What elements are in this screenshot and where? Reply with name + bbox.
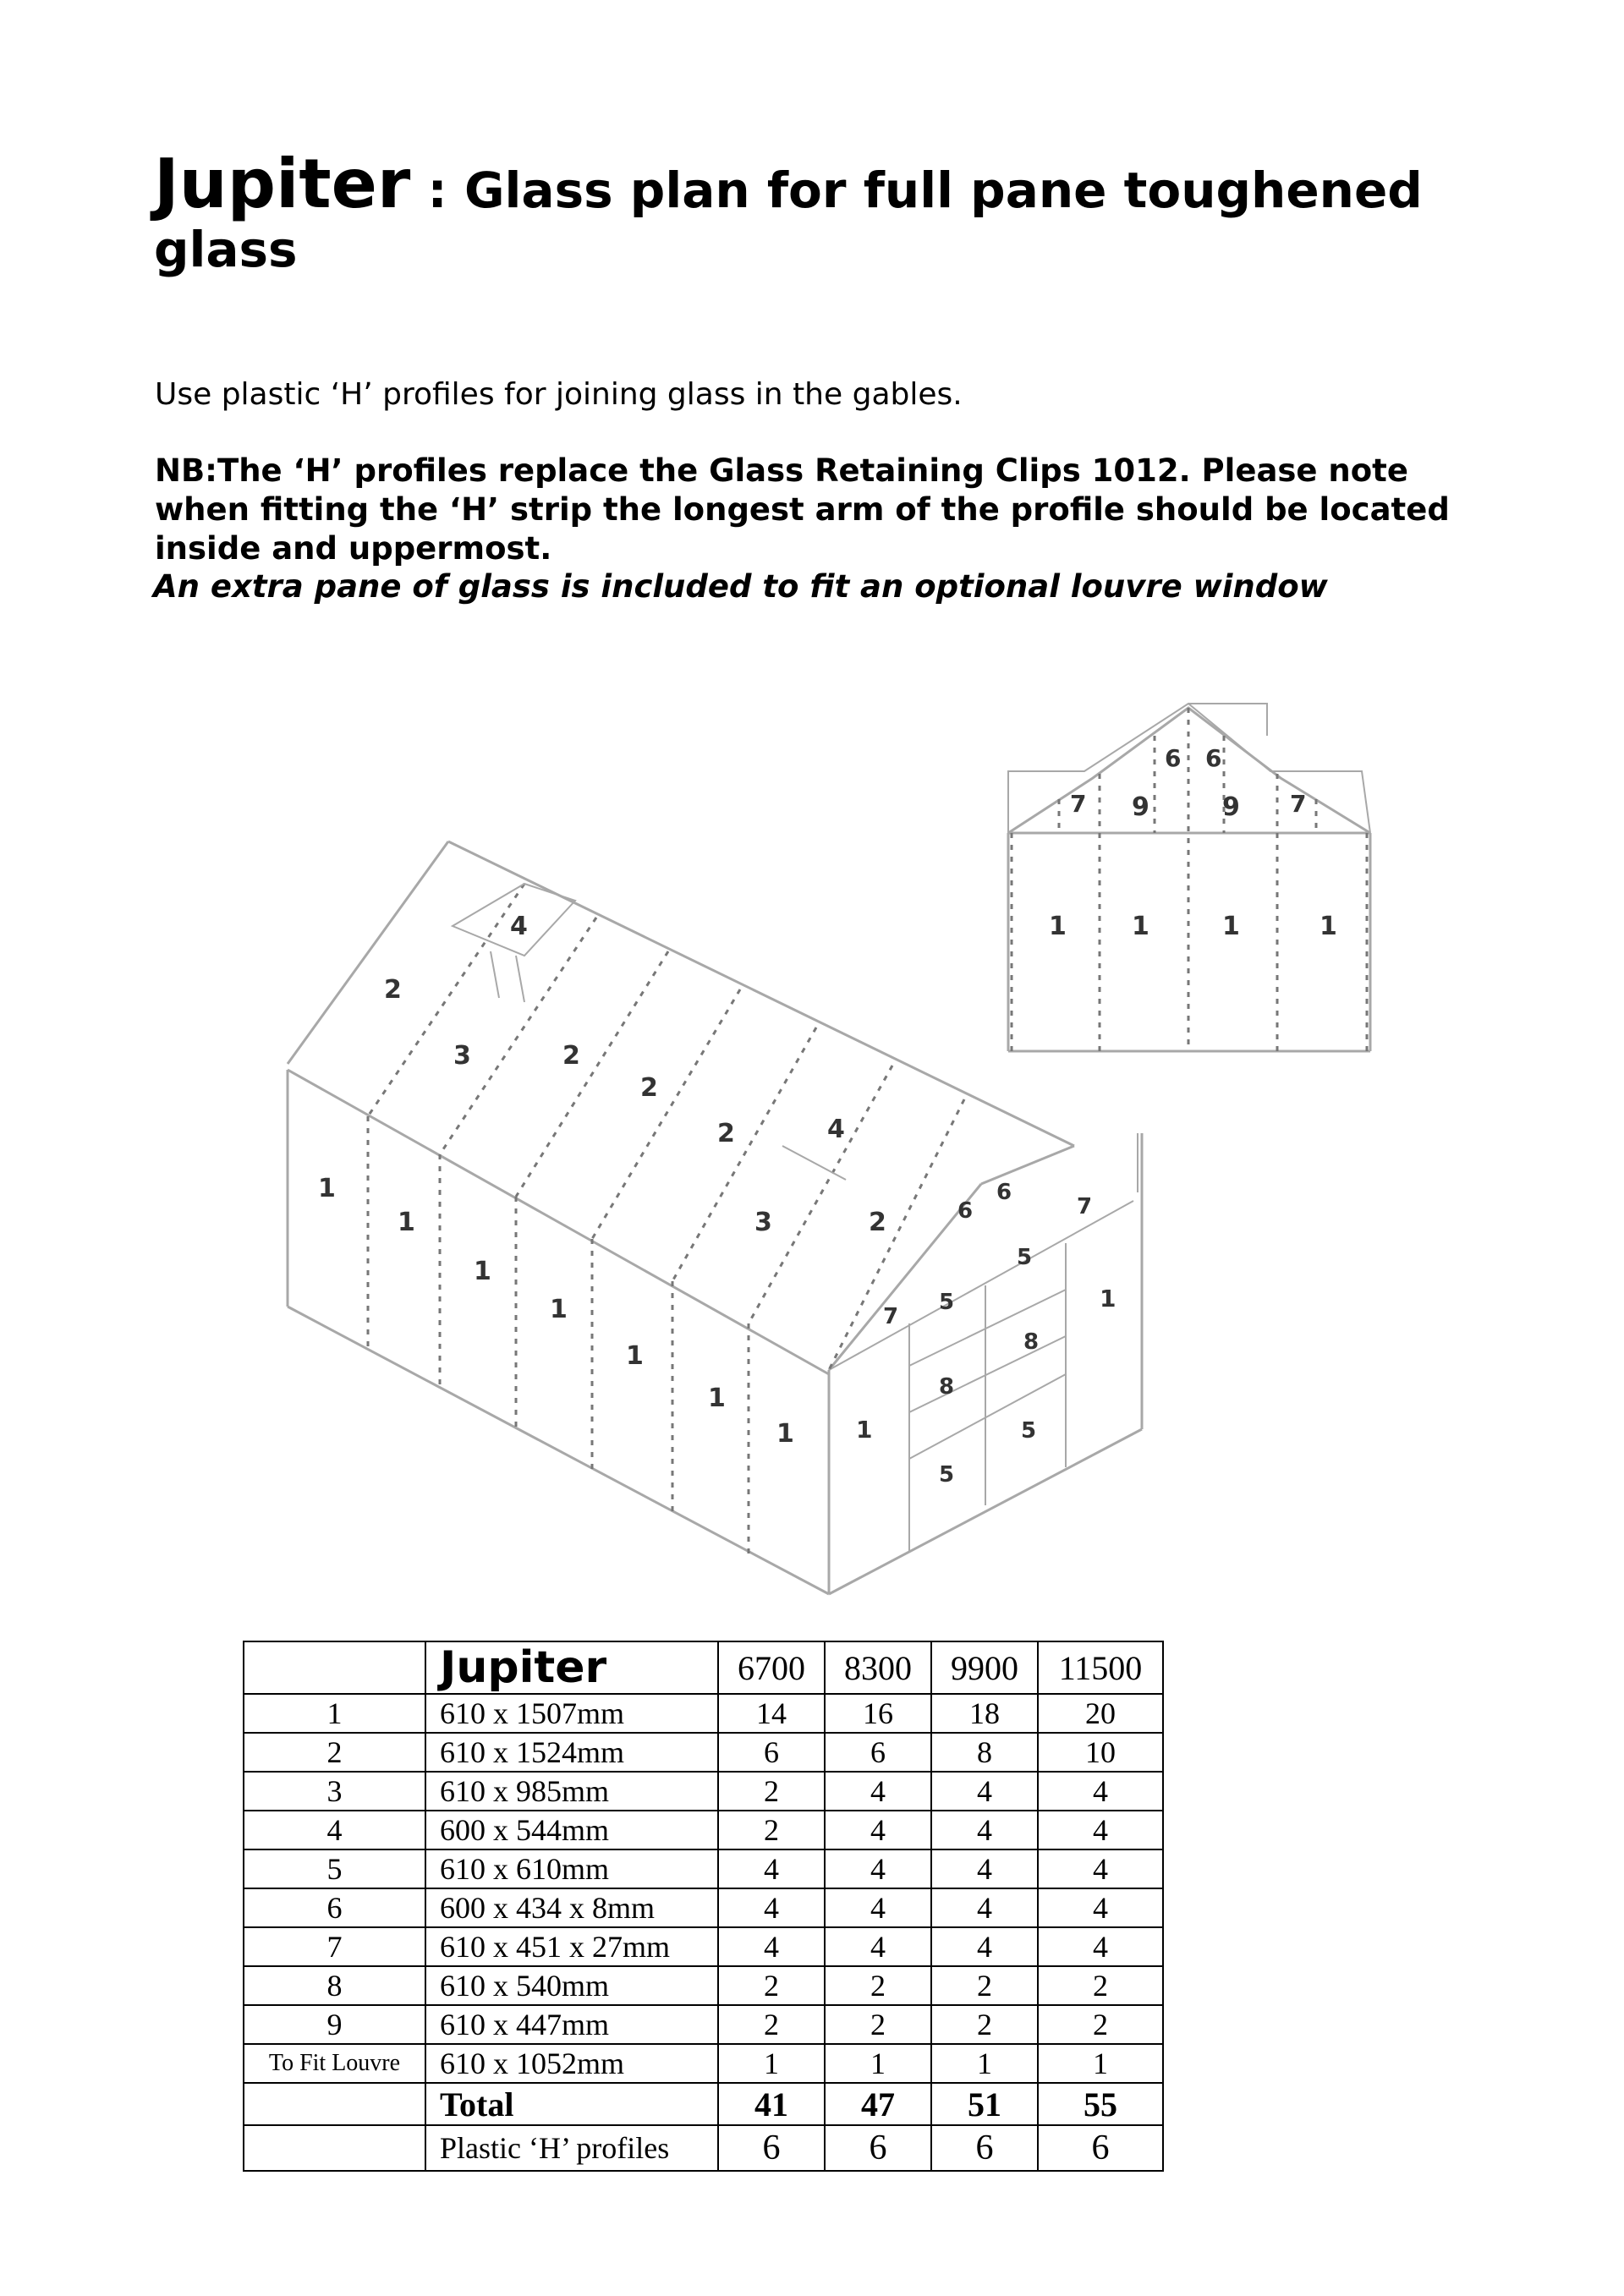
table-row	[244, 1694, 1163, 1733]
pane-qty: 4	[825, 1888, 931, 1927]
isometric-greenhouse	[288, 841, 1142, 1594]
house-label: 3	[754, 1208, 772, 1237]
pane-qty: 2	[718, 2005, 825, 2044]
gable-pane-labels	[1049, 744, 1337, 941]
pane-size: 610 x 451 x 27mm	[425, 1927, 718, 1966]
isometric-pane-labels	[318, 912, 1116, 1488]
gable-label: 7	[1070, 790, 1087, 818]
h-profiles-label: Plastic ‘H’ profiles	[425, 2125, 718, 2171]
pane-qty: 4	[931, 1849, 1038, 1888]
h-profiles-qty: 6	[718, 2125, 825, 2171]
house-label: 7	[1077, 1194, 1093, 1219]
gable-label: 1	[1320, 912, 1337, 941]
table-brand-header: Jupiter	[425, 1641, 718, 1694]
house-label: 2	[640, 1073, 658, 1103]
total-value: 51	[931, 2083, 1038, 2125]
louvre-note: An extra pane of glass is included to fit an optional louvre window	[153, 568, 1328, 605]
pane-qty: 2	[1038, 1966, 1163, 2005]
pane-code: 2	[244, 1733, 425, 1772]
gable-label: 1	[1049, 912, 1067, 941]
h-profiles-qty: 6	[1038, 2125, 1163, 2171]
model-header: 6700	[718, 1641, 825, 1694]
pane-qty: 4	[1038, 1888, 1163, 1927]
table-row	[244, 1888, 1163, 1927]
h-profiles-qty: 6	[931, 2125, 1038, 2171]
pane-qty: 8	[931, 1733, 1038, 1772]
pane-qty: 2	[825, 2005, 931, 2044]
pane-qty: 4	[931, 1888, 1038, 1927]
house-label: 1	[626, 1341, 644, 1371]
pane-size: 610 x 610mm	[425, 1849, 718, 1888]
table-row	[244, 1811, 1163, 1849]
pane-qty: 4	[1038, 1811, 1163, 1849]
house-label: 3	[453, 1041, 471, 1071]
house-label: 5	[939, 1290, 955, 1315]
gable-label: 1	[1222, 912, 1240, 941]
house-label: 1	[776, 1419, 794, 1449]
gable-label: 9	[1222, 792, 1240, 822]
house-label: 1	[1100, 1285, 1116, 1312]
total-label: Total	[425, 2083, 718, 2125]
title-subtitle-line2: glass	[154, 221, 298, 278]
pane-qty: 1	[931, 2044, 1038, 2083]
table-row	[244, 1927, 1163, 1966]
house-label: 1	[318, 1174, 336, 1203]
pane-qty: 4	[931, 1772, 1038, 1811]
table-row	[244, 2044, 1163, 2083]
pane-qty: 1	[1038, 2044, 1163, 2083]
pane-size: 610 x 540mm	[425, 1966, 718, 2005]
pane-qty: 2	[931, 2005, 1038, 2044]
pane-qty: 4	[1038, 1849, 1163, 1888]
house-label: 2	[869, 1208, 886, 1237]
pane-qty: 4	[718, 1849, 825, 1888]
house-label: 4	[827, 1115, 845, 1144]
pane-qty: 2	[718, 1772, 825, 1811]
gable-elevation	[1008, 704, 1370, 1051]
pane-qty: 4	[1038, 1772, 1163, 1811]
house-label: 5	[1021, 1418, 1037, 1444]
house-label: 7	[883, 1304, 899, 1329]
pane-qty: 2	[1038, 2005, 1163, 2044]
house-label: 1	[474, 1257, 491, 1286]
house-label: 5	[1017, 1245, 1033, 1270]
pane-qty: 1	[825, 2044, 931, 2083]
house-label: 6	[996, 1180, 1012, 1205]
pane-size: 600 x 544mm	[425, 1811, 718, 1849]
pane-qty: 2	[931, 1966, 1038, 2005]
house-label: 6	[957, 1198, 974, 1224]
pane-qty: 16	[825, 1694, 931, 1733]
pane-size: 610 x 447mm	[425, 2005, 718, 2044]
gable-label: 6	[1205, 744, 1222, 772]
total-value: 47	[825, 2083, 931, 2125]
glass-quantity-table	[243, 1641, 1164, 2172]
house-label: 5	[939, 1462, 955, 1488]
table-cell	[244, 1641, 425, 1694]
pane-qty: 4	[718, 1888, 825, 1927]
title-brand: Jupiter	[154, 145, 411, 223]
table-header-row	[244, 1641, 1163, 1694]
pane-size: 610 x 1524mm	[425, 1733, 718, 1772]
model-header: 9900	[931, 1641, 1038, 1694]
pane-code: 4	[244, 1811, 425, 1849]
pane-qty: 4	[825, 1772, 931, 1811]
table-cell	[244, 2083, 425, 2125]
pane-qty: 14	[718, 1694, 825, 1733]
pane-code: To Fit Louvre	[244, 2044, 425, 2083]
table-row	[244, 1966, 1163, 2005]
pane-qty: 4	[825, 1927, 931, 1966]
pane-qty: 18	[931, 1694, 1038, 1733]
house-label: 2	[562, 1041, 580, 1071]
pane-qty: 2	[825, 1966, 931, 2005]
pane-code: 7	[244, 1927, 425, 1966]
pane-qty: 4	[825, 1811, 931, 1849]
table-total-row	[244, 2083, 1163, 2125]
pane-size: 610 x 985mm	[425, 1772, 718, 1811]
pane-code: 3	[244, 1772, 425, 1811]
pane-qty: 4	[931, 1811, 1038, 1849]
total-value: 55	[1038, 2083, 1163, 2125]
pane-qty: 10	[1038, 1733, 1163, 1772]
pane-code: 8	[244, 1966, 425, 2005]
pane-qty: 6	[718, 1733, 825, 1772]
house-label: 8	[1023, 1329, 1040, 1355]
pane-size: 610 x 1052mm	[425, 2044, 718, 2083]
pane-code: 5	[244, 1849, 425, 1888]
gable-label: 7	[1290, 790, 1307, 818]
pane-size: 600 x 434 x 8mm	[425, 1888, 718, 1927]
pane-qty: 4	[931, 1927, 1038, 1966]
table-row	[244, 1849, 1163, 1888]
pane-qty: 4	[1038, 1927, 1163, 1966]
pane-qty: 1	[718, 2044, 825, 2083]
pane-code: 1	[244, 1694, 425, 1733]
house-label: 2	[717, 1119, 735, 1148]
h-profiles-qty: 6	[825, 2125, 931, 2171]
intro-paragraph: Use plastic ‘H’ profiles for joining glass in the gables.	[155, 377, 963, 412]
house-label: 2	[384, 975, 402, 1005]
house-label: 8	[939, 1374, 955, 1400]
pane-size: 610 x 1507mm	[425, 1694, 718, 1733]
house-label: 1	[708, 1384, 726, 1413]
title-subtitle: : Glass plan for full pane toughened	[410, 162, 1423, 219]
table-row	[244, 1772, 1163, 1811]
house-label: 1	[398, 1208, 415, 1237]
house-label: 4	[510, 912, 528, 941]
total-value: 41	[718, 2083, 825, 2125]
gable-label: 6	[1165, 744, 1182, 772]
pane-qty: 20	[1038, 1694, 1163, 1733]
model-header: 8300	[825, 1641, 931, 1694]
pane-qty: 4	[825, 1849, 931, 1888]
table-cell	[244, 2125, 425, 2171]
gable-label: 9	[1132, 792, 1149, 822]
pane-qty: 4	[718, 1927, 825, 1966]
pane-code: 6	[244, 1888, 425, 1927]
table-h-profiles-row	[244, 2125, 1163, 2171]
model-header: 11500	[1038, 1641, 1163, 1694]
pane-qty: 2	[718, 1966, 825, 2005]
table-row	[244, 2005, 1163, 2044]
table-row	[244, 1733, 1163, 1772]
pane-qty: 2	[718, 1811, 825, 1849]
nb-note: NB:The ‘H’ profiles replace the Glass Retaining Clips 1012. Please note when fitting the ‘H’ strip the longest arm of the profile should be located inside and uppermost.	[155, 452, 1450, 567]
pane-qty: 6	[825, 1733, 931, 1772]
gable-label: 1	[1132, 912, 1149, 941]
pane-code: 9	[244, 2005, 425, 2044]
house-label: 1	[856, 1416, 873, 1444]
house-label: 1	[550, 1295, 568, 1324]
